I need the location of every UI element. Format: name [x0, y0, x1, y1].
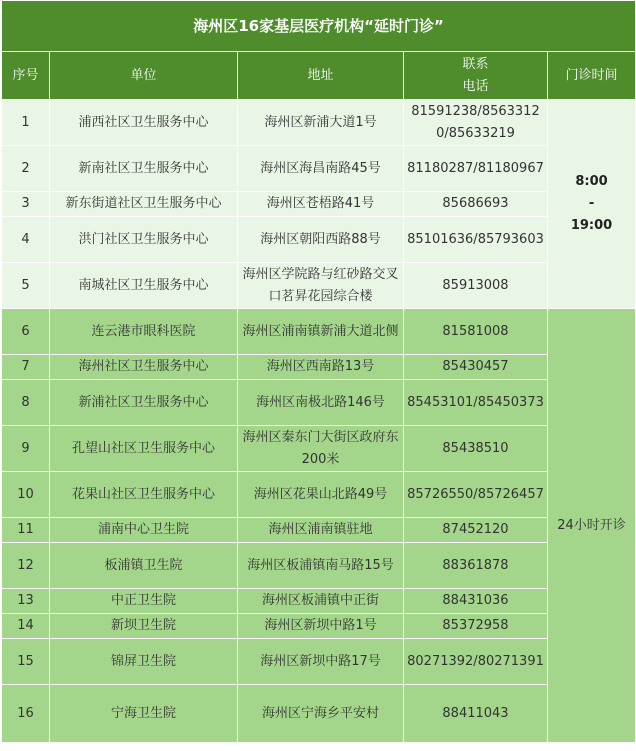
row-unit: 南城社区卫生服务中心 — [50, 263, 238, 309]
row-index: 14 — [2, 614, 50, 639]
header-index: 序号 — [2, 52, 50, 100]
row-address: 海州区秦东门大街区政府东200米 — [238, 426, 404, 472]
table-row — [2, 685, 636, 743]
hours-cell-daytime — [548, 100, 636, 309]
row-phone: 85372958 — [404, 614, 548, 639]
clinic-table — [1, 0, 636, 743]
row-address: 海州区西南路13号 — [238, 355, 404, 380]
row-phone: 85686693 — [404, 192, 548, 217]
row-phone: 85913008 — [404, 263, 548, 309]
hours-start: 8:00 — [575, 174, 608, 189]
row-unit: 板浦镇卫生院 — [50, 543, 238, 589]
row-index: 11 — [2, 518, 50, 543]
row-unit: 连云港市眼科医院 — [50, 309, 238, 355]
row-address: 海州区海昌南路45号 — [238, 146, 404, 192]
row-address: 海州区浦南镇驻地 — [238, 518, 404, 543]
row-address: 海州区新浦大道1号 — [238, 100, 404, 146]
row-phone: 81591238/85633120/85633219 — [404, 100, 548, 146]
row-index: 4 — [2, 217, 50, 263]
table-row — [2, 263, 636, 309]
row-unit: 孔望山社区卫生服务中心 — [50, 426, 238, 472]
table-row — [2, 614, 636, 639]
row-unit: 浦西社区卫生服务中心 — [50, 100, 238, 146]
table-row — [2, 146, 636, 192]
row-phone: 85430457 — [404, 355, 548, 380]
row-phone: 88431036 — [404, 589, 548, 614]
row-address: 海州区朝阳西路88号 — [238, 217, 404, 263]
hours-cell-24h: 24小时开诊 — [548, 309, 636, 743]
row-unit: 中正卫生院 — [50, 589, 238, 614]
row-address: 海州区南极北路146号 — [238, 380, 404, 426]
table-row — [2, 380, 636, 426]
row-index: 8 — [2, 380, 50, 426]
row-address: 海州区板浦镇中正街 — [238, 589, 404, 614]
row-index: 10 — [2, 472, 50, 518]
row-unit: 洪门社区卫生服务中心 — [50, 217, 238, 263]
row-unit: 新坝卫生院 — [50, 614, 238, 639]
row-index: 16 — [2, 685, 50, 743]
row-address: 海州区浦南镇新浦大道北侧 — [238, 309, 404, 355]
row-phone: 88361878 — [404, 543, 548, 589]
row-unit: 花果山社区卫生服务中心 — [50, 472, 238, 518]
row-address: 海州区花果山北路49号 — [238, 472, 404, 518]
header-phone-line1: 联系 — [462, 56, 489, 72]
table-row — [2, 355, 636, 380]
row-unit: 新南社区卫生服务中心 — [50, 146, 238, 192]
table-row — [2, 589, 636, 614]
row-phone: 81180287/81180967 — [404, 146, 548, 192]
row-phone: 81581008 — [404, 309, 548, 355]
row-address: 海州区新坝中路1号 — [238, 614, 404, 639]
row-unit: 新浦社区卫生服务中心 — [50, 380, 238, 426]
row-address: 海州区板浦镇南马路15号 — [238, 543, 404, 589]
row-phone: 88411043 — [404, 685, 548, 743]
row-address: 海州区学院路与红砂路交叉口茗昇花园综合楼 — [238, 263, 404, 309]
row-index: 13 — [2, 589, 50, 614]
row-phone: 87452120 — [404, 518, 548, 543]
header-unit: 单位 — [50, 52, 238, 100]
row-phone: 85726550/85726457 — [404, 472, 548, 518]
row-index: 12 — [2, 543, 50, 589]
header-address: 地址 — [238, 52, 404, 100]
hours-end: 19:00 — [570, 218, 613, 233]
row-index: 9 — [2, 426, 50, 472]
row-index: 1 — [2, 100, 50, 146]
row-index: 7 — [2, 355, 50, 380]
hours-separator: - — [588, 196, 595, 211]
table-title: 海州区16家基层医疗机构“延时门诊” — [2, 1, 636, 52]
clinic-schedule-document — [1, 0, 635, 743]
table-row — [2, 518, 636, 543]
row-phone: 80271392/80271391 — [404, 639, 548, 685]
row-phone: 85101636/85793603 — [404, 217, 548, 263]
row-address: 海州区宁海乡平安村 — [238, 685, 404, 743]
header-phone-line2: 电话 — [462, 78, 489, 94]
row-unit: 海州社区卫生服务中心 — [50, 355, 238, 380]
row-index: 3 — [2, 192, 50, 217]
row-index: 6 — [2, 309, 50, 355]
table-row — [2, 543, 636, 589]
row-phone: 85453101/85450373 — [404, 380, 548, 426]
row-unit: 浦南中心卫生院 — [50, 518, 238, 543]
table-row — [2, 639, 636, 685]
table-row — [2, 472, 636, 518]
row-unit: 新东街道社区卫生服务中心 — [50, 192, 238, 217]
row-index: 5 — [2, 263, 50, 309]
table-row — [2, 426, 636, 472]
header-phone — [404, 52, 548, 100]
row-phone: 85438510 — [404, 426, 548, 472]
table-row — [2, 192, 636, 217]
row-address: 海州区新坝中路17号 — [238, 639, 404, 685]
table-row — [2, 217, 636, 263]
table-row — [2, 309, 636, 355]
table-row — [2, 100, 636, 146]
row-address: 海州区苍梧路41号 — [238, 192, 404, 217]
header-hours: 门诊时间 — [548, 52, 636, 100]
row-unit: 锦屏卫生院 — [50, 639, 238, 685]
row-unit: 宁海卫生院 — [50, 685, 238, 743]
row-index: 15 — [2, 639, 50, 685]
row-index: 2 — [2, 146, 50, 192]
